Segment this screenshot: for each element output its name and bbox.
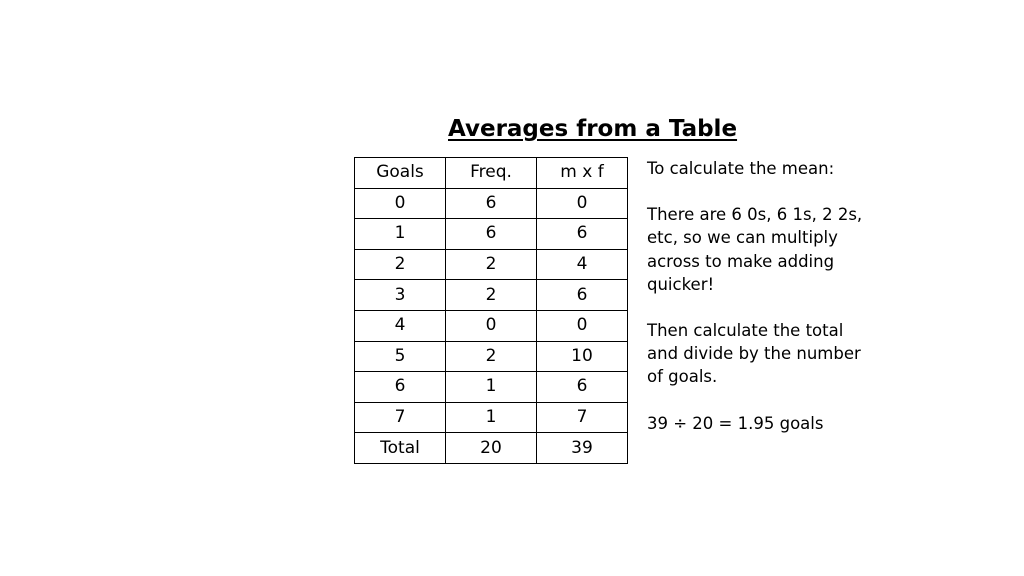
cell-mxf: 6: [537, 280, 628, 311]
explanation-step1: There are 6 0s, 6 1s, 2 2s, etc, so we can multiply across to make adding quicker!: [647, 205, 863, 294]
cell-freq: 1: [446, 402, 537, 433]
table-row: [355, 310, 628, 341]
cell-goals: 4: [355, 310, 446, 341]
cell-goals: 5: [355, 341, 446, 372]
cell-goals: 1: [355, 219, 446, 250]
cell-mxf: 10: [537, 341, 628, 372]
cell-mxf: 4: [537, 249, 628, 280]
cell-mxf: 0: [537, 310, 628, 341]
cell-mxf: 6: [537, 219, 628, 250]
table-row: [355, 219, 628, 250]
cell-mxf: 7: [537, 402, 628, 433]
explanation-step2: Then calculate the total and divide by the number of goals.: [647, 321, 861, 387]
cell-mxf: 0: [537, 188, 628, 219]
cell-goals: 2: [355, 249, 446, 280]
table-row: [355, 372, 628, 403]
table-total-row: [355, 433, 628, 464]
explanation-result: 39 ÷ 20 = 1.95 goals: [647, 413, 824, 433]
cell-goals: 3: [355, 280, 446, 311]
total-mxf: 39: [537, 433, 628, 464]
cell-freq: 6: [446, 188, 537, 219]
table-row: [355, 188, 628, 219]
cell-freq: 0: [446, 310, 537, 341]
cell-goals: 0: [355, 188, 446, 219]
header-mxf: m x f: [537, 158, 628, 189]
table-row: [355, 402, 628, 433]
explanation-intro: To calculate the mean:: [647, 159, 835, 178]
total-label: Total: [355, 433, 446, 464]
cell-freq: 6: [446, 219, 537, 250]
header-goals: Goals: [355, 158, 446, 189]
table-header-row: [355, 158, 628, 189]
cell-goals: 6: [355, 372, 446, 403]
table-row: [355, 280, 628, 311]
page-title: Averages from a Table: [448, 116, 738, 142]
cell-freq: 1: [446, 372, 537, 403]
cell-mxf: 6: [537, 372, 628, 403]
header-freq: Freq.: [446, 158, 537, 189]
explanation-text: [647, 157, 877, 458]
frequency-table: [354, 157, 628, 464]
cell-freq: 2: [446, 249, 537, 280]
total-freq: 20: [446, 433, 537, 464]
cell-freq: 2: [446, 280, 537, 311]
cell-goals: 7: [355, 402, 446, 433]
table-row: [355, 249, 628, 280]
cell-freq: 2: [446, 341, 537, 372]
table-row: [355, 341, 628, 372]
